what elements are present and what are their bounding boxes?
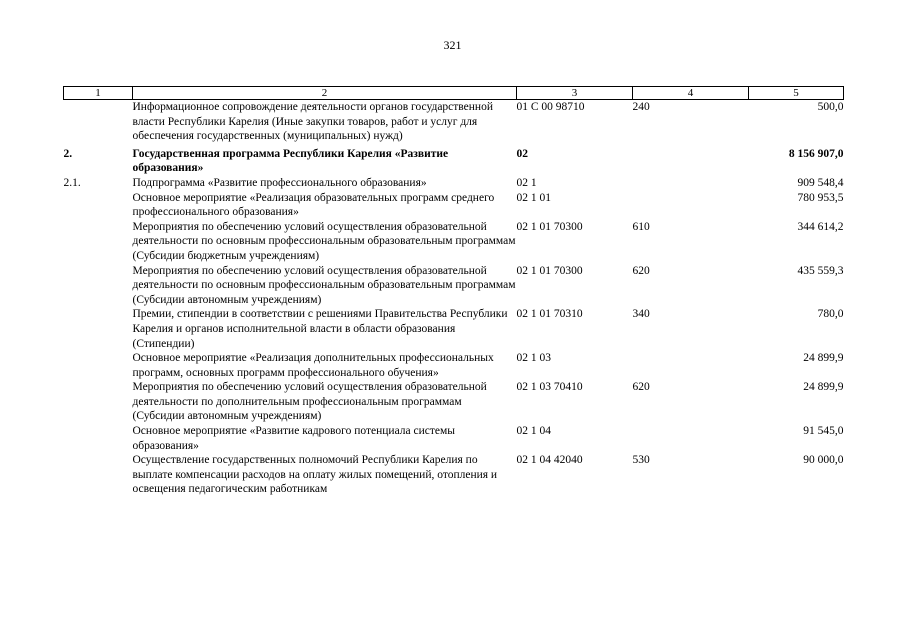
row-amount: 344 614,2 xyxy=(797,220,844,233)
table-row xyxy=(64,220,844,264)
row-name: Подпрограмма «Развитие профессионального образования» xyxy=(132,176,427,189)
row-type: 340 xyxy=(632,308,650,321)
row-number: 2.1. xyxy=(63,176,81,189)
row-code: 02 1 04 xyxy=(516,425,551,438)
row-code: 02 1 01 70300 xyxy=(516,220,583,233)
row-name: Мероприятия по обеспечению условий осуществления образовательной деятельности по дополнительным профессиональным программам (Субсидии автономным учреждениям) xyxy=(132,381,487,423)
row-name: Основное мероприятие «Развитие кадрового потенциала системы образования» xyxy=(132,425,455,452)
row-number xyxy=(64,264,133,308)
row-amount: 909 548,4 xyxy=(797,176,844,189)
row-number xyxy=(64,220,133,264)
table-row xyxy=(64,191,844,220)
budget-table xyxy=(63,86,844,497)
row-type: 530 xyxy=(632,454,650,467)
table-row xyxy=(64,100,844,144)
column-header: 4 xyxy=(633,87,749,100)
table-row xyxy=(64,176,844,191)
row-amount: 500,0 xyxy=(817,101,844,113)
row-amount: 24 899,9 xyxy=(803,381,844,394)
column-header: 2 xyxy=(133,87,517,100)
row-code: 02 1 03 xyxy=(516,352,551,365)
row-name: Основное мероприятие «Реализация образовательных программ среднего профессионального образования» xyxy=(132,191,495,219)
row-type xyxy=(633,176,749,191)
row-amount: 91 545,0 xyxy=(803,425,844,438)
row-type: 620 xyxy=(632,381,650,394)
row-number xyxy=(64,380,133,424)
row-amount: 780,0 xyxy=(817,308,844,321)
row-number xyxy=(64,307,133,351)
row-type: 610 xyxy=(632,220,650,233)
row-code: 02 xyxy=(516,147,528,160)
row-name: Основное мероприятие «Реализация дополнительных профессиональных программ, основных программ профессионального обучения» xyxy=(132,352,494,379)
row-code: 02 1 01 70300 xyxy=(516,264,583,277)
row-type: 620 xyxy=(632,264,650,277)
row-code: 02 1 04 42040 xyxy=(516,454,583,467)
row-number: 2. xyxy=(63,147,73,160)
row-number xyxy=(64,424,133,453)
table-row xyxy=(64,307,844,351)
row-code: 02 1 01 70310 xyxy=(516,308,583,321)
page-number: 321 xyxy=(443,38,462,52)
row-name: Мероприятия по обеспечению условий осуществления образовательной деятельности по основным профессиональным образовательным программам (Субсидии автономным учреждениям) xyxy=(132,264,516,306)
row-code: 01 С 00 98710 xyxy=(516,101,585,113)
row-amount: 24 899,9 xyxy=(803,352,844,365)
table-row xyxy=(64,351,844,380)
row-name: Осуществление государственных полномочий Республики Карелия по выплате компенсации расходов на оплату жилых помещений, отопления и освещения педагогическим работникам xyxy=(132,454,498,496)
row-amount: 780 953,5 xyxy=(797,191,844,204)
column-header: 5 xyxy=(749,87,844,100)
row-number xyxy=(64,453,133,497)
row-amount: 435 559,3 xyxy=(797,264,844,277)
table-row xyxy=(64,453,844,497)
row-code: 02 1 xyxy=(516,176,537,189)
table-row xyxy=(64,424,844,453)
column-header: 1 xyxy=(64,87,133,100)
row-amount: 90 000,0 xyxy=(803,454,844,467)
row-type: 240 xyxy=(632,101,650,113)
row-type xyxy=(633,424,749,453)
row-amount: 8 156 907,0 xyxy=(788,147,844,160)
row-name: Премии, стипендии в соответствии с решениями Правительства Республики Карелия и органов исполнительной власти в области образования (Стипендии) xyxy=(132,308,508,350)
row-name: Государственная программа Республики Карелия «Развитие образования» xyxy=(132,147,449,175)
row-number xyxy=(64,191,133,220)
row-number xyxy=(64,100,133,144)
column-header: 3 xyxy=(517,87,633,100)
table-row xyxy=(64,144,844,176)
row-number xyxy=(64,351,133,380)
row-name: Мероприятия по обеспечению условий осуществления образовательной деятельности по основным профессиональным образовательным программам (Субсидии бюджетным учреждениям) xyxy=(132,220,516,262)
row-type xyxy=(633,191,749,220)
row-code: 02 1 01 xyxy=(516,191,551,204)
table-row xyxy=(64,264,844,308)
row-type xyxy=(633,144,749,176)
row-name: Информационное сопровождение деятельности органов государственной власти Республики Карелия (Иные закупки товаров, работ и услуг для обеспечения государственных (муниципальных) нужд) xyxy=(132,101,493,143)
column-number-header xyxy=(64,87,844,100)
table-row xyxy=(64,380,844,424)
row-code: 02 1 03 70410 xyxy=(516,381,583,394)
row-type xyxy=(633,351,749,380)
